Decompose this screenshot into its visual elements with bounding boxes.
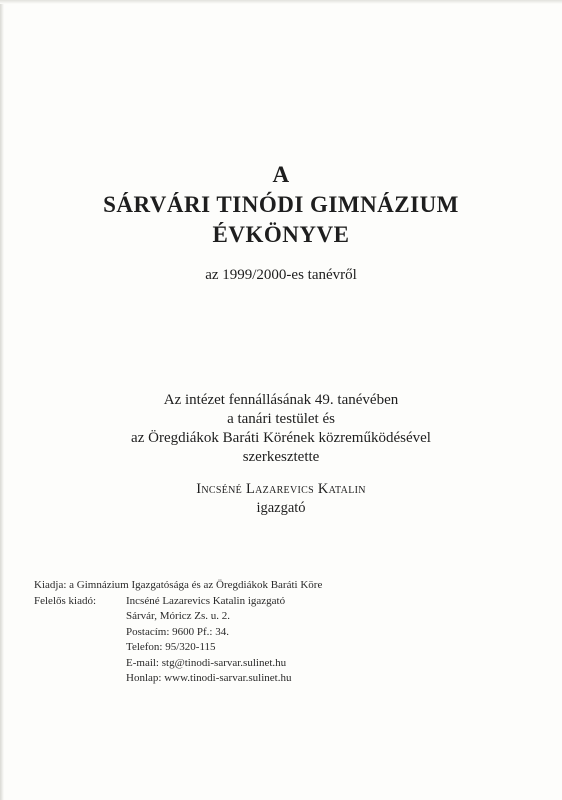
imprint-address: Sárvár, Móricz Zs. u. 2. xyxy=(126,610,231,622)
imprint-spacer xyxy=(34,656,126,672)
imprint-row-email xyxy=(34,656,534,672)
editors-line-3: az Öregdiákok Baráti Körének közreműködésével xyxy=(131,430,431,446)
editors-line-1: Az intézet fennállásának 49. tanévében xyxy=(163,392,399,408)
imprint-spacer xyxy=(34,625,126,641)
editors-line-4: szerkesztette xyxy=(242,449,320,465)
title-line-2: SÁRVÁRI TINÓDI GIMNÁZIUM xyxy=(103,192,459,217)
title-line-3: ÉVKÖNYVE xyxy=(212,222,350,247)
director-name: Incséné Lazarevics Katalin xyxy=(196,481,366,497)
imprint-phone: Telefon: 95/320-115 xyxy=(126,641,216,653)
imprint-row-homepage xyxy=(34,671,534,687)
imprint-email: E-mail: stg@tinodi-sarvar.sulinet.hu xyxy=(126,656,287,669)
imprint-postal: Postacím: 9600 Pf.: 34. xyxy=(126,625,229,638)
director-role: igazgató xyxy=(256,500,306,516)
title-block xyxy=(0,160,562,250)
title-line-1: A xyxy=(272,162,290,187)
imprint-row-address xyxy=(34,609,534,625)
imprint-row-postal xyxy=(34,625,534,641)
editors-block xyxy=(0,391,562,467)
imprint-homepage: Honlap: www.tinodi-sarvar.sulinet.hu xyxy=(126,672,292,684)
imprint-row-responsible xyxy=(34,594,534,610)
subtitle: az 1999/2000-es tanévről xyxy=(205,267,357,283)
editors-line-2: a tanári testület és xyxy=(227,411,335,427)
imprint-spacer xyxy=(34,609,126,625)
imprint-spacer xyxy=(34,640,126,656)
imprint-spacer xyxy=(34,671,126,687)
imprint-block xyxy=(34,578,534,687)
imprint-responsible-label: Felelős kiadó: xyxy=(34,594,97,607)
director-block xyxy=(0,480,562,518)
scan-edge-top xyxy=(0,0,562,4)
imprint-responsible-name: Incséné Lazarevics Katalin igazgató xyxy=(126,594,286,607)
imprint-publisher: Kiadja: a Gimnázium Igazgatósága és az Öregdiákok Baráti Köre xyxy=(34,579,323,591)
imprint-row-phone xyxy=(34,640,534,656)
